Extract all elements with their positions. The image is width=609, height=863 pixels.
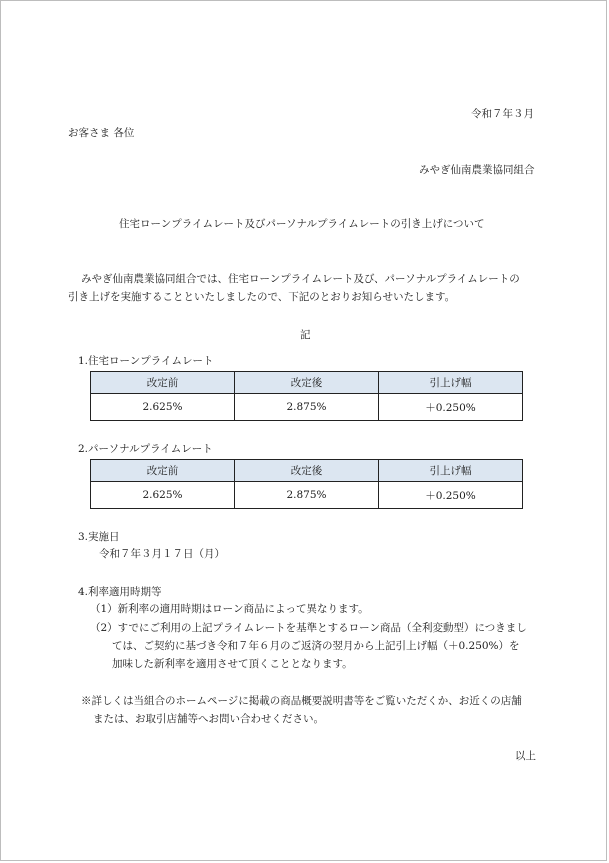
recipient: お客さま 各位 <box>68 127 135 139</box>
value-increase: ＋0.250% <box>379 482 523 509</box>
table-row <box>91 394 523 421</box>
document-title: 住宅ローンプライムレート及びパーソナルプライムレートの引き上げについて <box>119 218 485 230</box>
section3-heading: 3.実施日 <box>78 531 120 543</box>
value-increase: ＋0.250% <box>379 394 523 421</box>
intro-line-2: 引き上げを実施することといたしましたので、下記のとおりお知らせいたします。 <box>68 291 456 303</box>
table-row <box>91 482 523 509</box>
header-before: 改定前 <box>91 372 235 394</box>
intro-line-1: みやぎ仙南農業協同組合では、住宅ローンプライムレート及び、パーソナルプライムレートの <box>81 273 520 285</box>
section4-item2-line3: 加味した新利率を適用させて頂くこととなります。 <box>112 658 353 670</box>
section2-heading: 2.パーソナルプライムレート <box>78 443 213 455</box>
section4-item2-line1: （2）すでにご利用の上記プライムレートを基準とするローン商品（全利変動型）につきまし <box>90 622 527 634</box>
value-before: 2.625% <box>91 482 235 509</box>
value-after: 2.875% <box>235 482 379 509</box>
sender: みやぎ仙南農業協同組合 <box>419 164 535 176</box>
value-before: 2.625% <box>91 394 235 421</box>
section4-item2-line2: ては、ご契約に基づき令和７年６月のご返済の翌月から上記引上げ幅（＋0.250%）を <box>112 640 520 652</box>
closing: 以上 <box>515 750 536 762</box>
section4-item1: （1）新利率の適用時期はローン商品によって異なります。 <box>90 603 369 615</box>
effective-date: 令和７年３月１７日（月） <box>99 548 225 560</box>
section4-heading: 4.利率適用時期等 <box>78 586 162 598</box>
header-increase: 引上げ幅 <box>379 460 523 482</box>
header-after: 改定後 <box>235 372 379 394</box>
value-after: 2.875% <box>235 394 379 421</box>
section1-heading: 1.住宅ローンプライムレート <box>78 355 214 367</box>
table-header-row <box>91 460 523 482</box>
note-line-2: または、お取引店舗等へお問い合わせください。 <box>93 713 324 725</box>
prime-rate-table-housing <box>90 371 523 421</box>
header-after: 改定後 <box>235 460 379 482</box>
note-line-1: ※詳しくは当組合のホームページに掲載の商品概要説明書等をご覧いただくか、お近くの店舗 <box>81 695 522 707</box>
ki-mark: 記 <box>300 329 311 341</box>
header-before: 改定前 <box>91 460 235 482</box>
document-date: 令和７年３月 <box>471 108 534 120</box>
prime-rate-table-personal <box>90 459 523 509</box>
header-increase: 引上げ幅 <box>379 372 523 394</box>
table-header-row <box>91 372 523 394</box>
